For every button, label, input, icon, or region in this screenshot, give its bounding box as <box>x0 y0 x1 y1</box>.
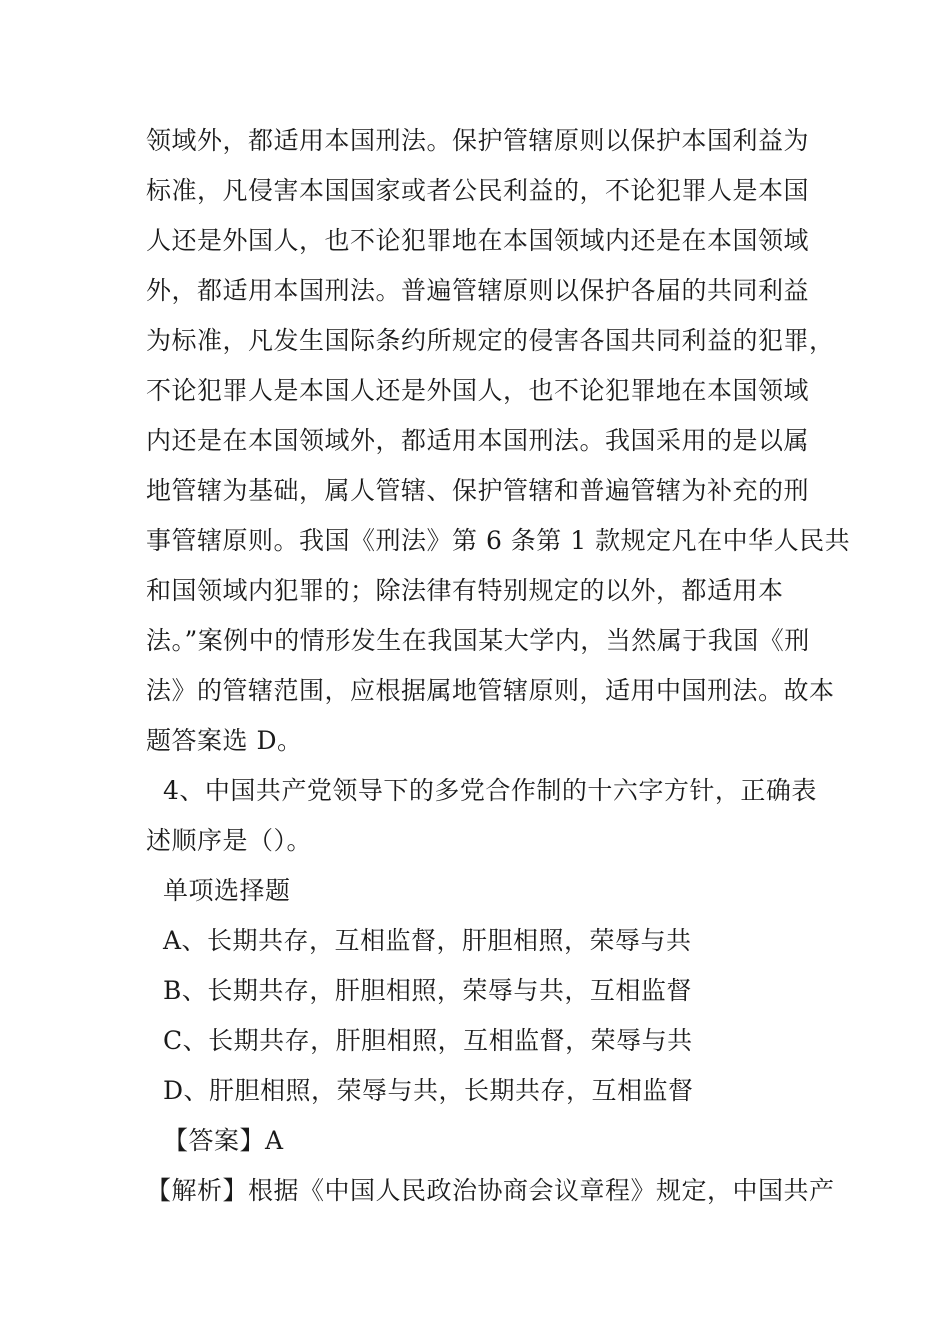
paragraph-line: 法。”案例中的情形发生在我国某大学内，当然属于我国《刑 <box>146 626 810 655</box>
paragraph-line: 为标准，凡发生国际条约所规定的侵害各国共同利益的犯罪， <box>146 326 835 355</box>
option-d: D、肝胆相照，荣辱与共，长期共存，互相监督 <box>163 1076 694 1105</box>
answer-line: 【答案】A <box>163 1126 284 1155</box>
paragraph-line: 领域外，都适用本国刑法。保护管辖原则以保护本国利益为 <box>146 126 810 155</box>
paragraph-line: 不论犯罪人是本国人还是外国人，也不论犯罪地在本国领域 <box>146 376 810 405</box>
analysis-line: 【解析】根据《中国人民政治协商会议章程》规定，中国共产 <box>146 1176 835 1205</box>
paragraph-line: 标准，凡侵害本国国家或者公民利益的，不论犯罪人是本国 <box>146 176 810 205</box>
paragraph-line: 人还是外国人，也不论犯罪地在本国领域内还是在本国领域 <box>146 226 810 255</box>
option-a: A、长期共存，互相监督，肝胆相照，荣辱与共 <box>163 926 692 955</box>
option-b: B、长期共存，肝胆相照，荣辱与共，互相监督 <box>163 976 692 1005</box>
option-c: C、长期共存，肝胆相照，互相监督，荣辱与共 <box>163 1026 693 1055</box>
paragraph-line: 内还是在本国领域外，都适用本国刑法。我国采用的是以属 <box>146 426 810 455</box>
paragraph-line: 和国领域内犯罪的；除法律有特别规定的以外，都适用本 <box>146 576 784 605</box>
question-stem: 4、中国共产党领导下的多党合作制的十六字方针，正确表 <box>163 776 817 805</box>
paragraph-line: 地管辖为基础，属人管辖、保护管辖和普遍管辖为补充的刑 <box>146 476 810 505</box>
question-stem-continued: 述顺序是（）。 <box>146 826 313 855</box>
paragraph-line: 题答案选 D。 <box>146 726 303 755</box>
paragraph-line: 外，都适用本国刑法。普遍管辖原则以保护各届的共同利益 <box>146 276 810 305</box>
paragraph-line: 事管辖原则。我国《刑法》第 6 条第 1 款规定凡在中华人民共 <box>146 526 851 555</box>
question-type: 单项选择题 <box>163 876 291 905</box>
paragraph-line: 法》的管辖范围，应根据属地管辖原则，适用中国刑法。故本 <box>146 676 835 705</box>
